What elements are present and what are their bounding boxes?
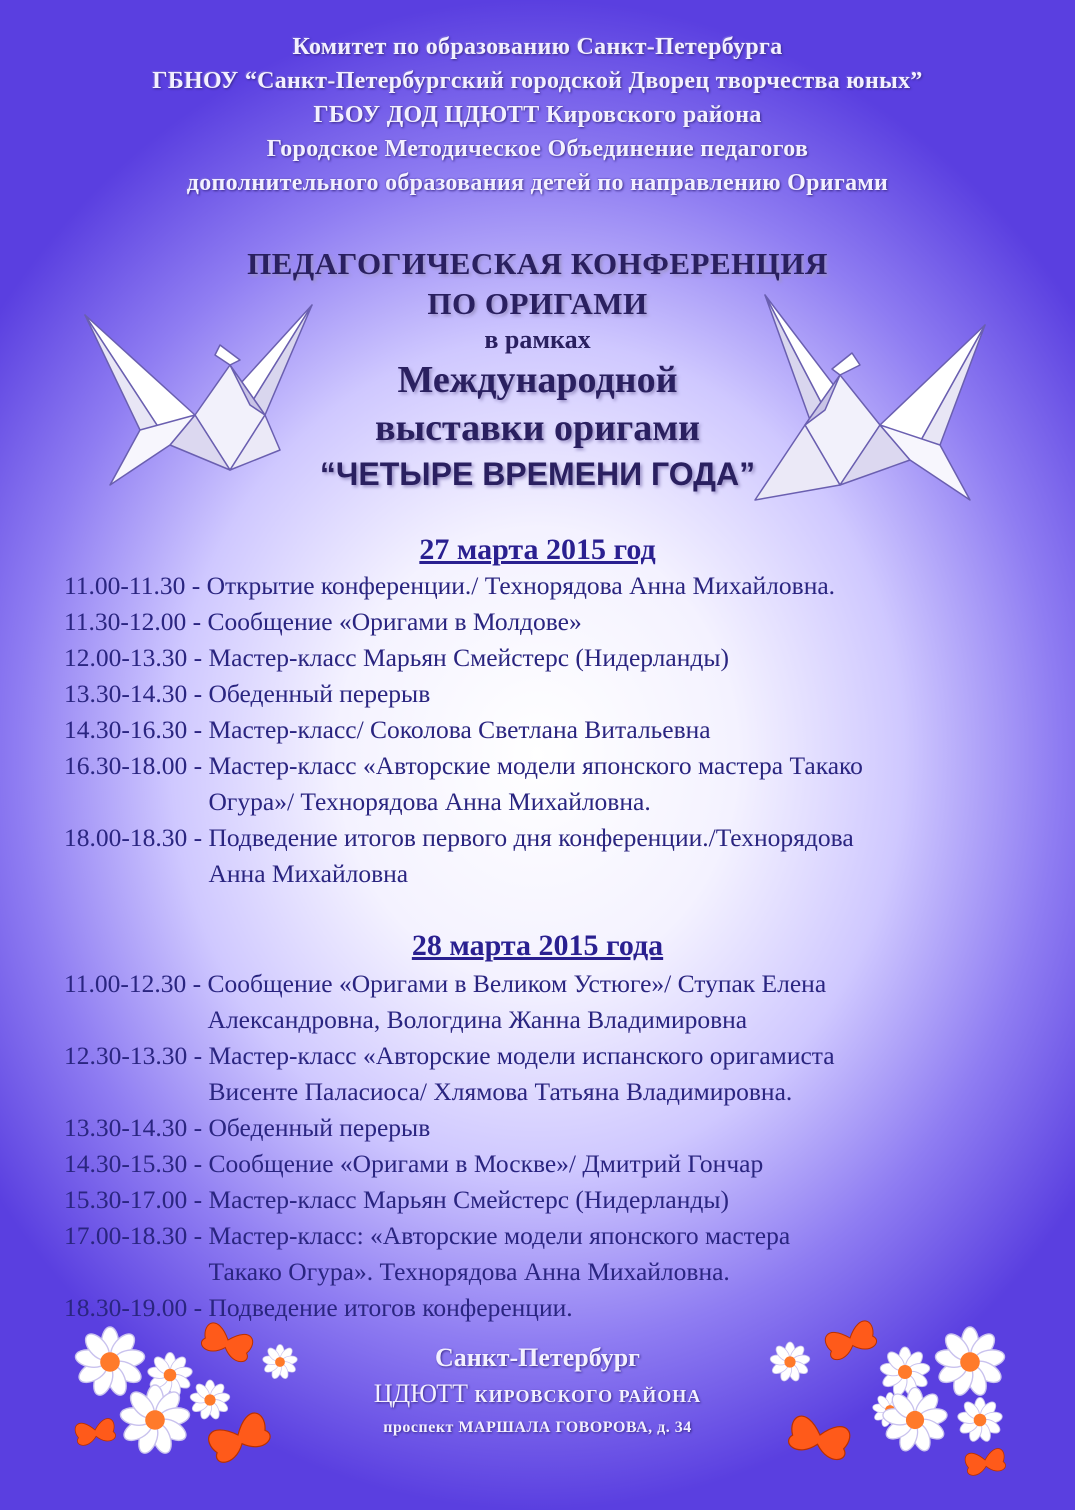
schedule-time: 11.30-12.00 <box>64 607 187 636</box>
schedule-text-main: Мастер-класс «Авторские модели испанского оригамиста <box>208 1041 835 1070</box>
day1-heading: 27 марта 2015 год <box>419 533 656 566</box>
schedule-text-main: Мастер-класс/ Соколова Светлана Витальевна <box>208 715 711 744</box>
schedule-separator: - <box>187 1185 209 1214</box>
schedule-separator: - <box>187 1221 209 1250</box>
schedule-time: 13.30-14.30 <box>64 1113 188 1142</box>
schedule-time: 14.30-16.30 <box>64 715 188 744</box>
schedule-item <box>64 604 1044 640</box>
schedule-separator: - <box>187 823 209 852</box>
schedule-text-main: Открытие конференции./ Технорядова Анна Михайловна. <box>206 571 836 600</box>
day2-heading: 28 марта 2015 года <box>411 929 664 962</box>
title-line-5: выставки оригами <box>374 407 701 449</box>
schedule-text <box>209 748 1045 820</box>
schedule-text-main: Подведение итогов первого дня конференции./Технорядова <box>208 823 854 852</box>
footer-org-main: ЦДЮТТ <box>373 1379 469 1408</box>
schedule-text-main: Обеденный перерыв <box>208 1113 431 1142</box>
schedule-text <box>209 676 1045 712</box>
header-line-3: ГБОУ ДОД ЦДЮТТ Кировского района <box>313 102 762 128</box>
schedule-item <box>64 712 1044 748</box>
title-line-2: ПО ОРИГАМИ <box>427 286 648 321</box>
schedule-separator: - <box>186 607 208 636</box>
footer-city: Санкт-Петербург <box>435 1343 640 1372</box>
schedule-time: 13.30-14.30 <box>64 679 188 708</box>
schedule-separator: - <box>187 1293 209 1322</box>
schedule-text-main: Сообщение «Оригами в Молдове» <box>207 607 582 636</box>
schedule-text-main: Сообщение «Оригами в Великом Устюге»/ Ступак Елена <box>207 969 827 998</box>
footer-org-rest: КИРОВСКОГО РАЙОНА <box>474 1386 702 1406</box>
schedule-item <box>64 966 1044 1038</box>
schedule-text <box>208 604 1044 640</box>
title-line-1: ПЕДАГОГИЧЕСКАЯ КОНФЕРЕНЦИЯ <box>247 246 828 281</box>
day2-schedule <box>64 966 1044 1326</box>
conference-title <box>0 244 1075 496</box>
schedule-text-main: Обеденный перерыв <box>208 679 431 708</box>
schedule-separator: - <box>187 751 209 780</box>
schedule-text <box>209 820 1045 892</box>
venue-footer <box>0 1340 1075 1442</box>
schedule-time: 17.00-18.30 <box>64 1221 188 1250</box>
schedule-item <box>64 1146 1044 1182</box>
schedule-item <box>64 676 1044 712</box>
header-line-2: ГБНОУ “Санкт-Петербургский городской Дворец творчества юных” <box>152 68 923 94</box>
schedule-text <box>209 640 1045 676</box>
footer-address <box>0 1414 1075 1442</box>
schedule-text <box>209 1218 1045 1290</box>
schedule-text-main: Подведение итогов конференции. <box>208 1293 573 1322</box>
schedule-time: 15.30-17.00 <box>64 1185 188 1214</box>
schedule-time: 11.00-11.30 <box>64 571 186 600</box>
schedule-text-continued: Анна Михайловна <box>208 859 409 888</box>
schedule-item <box>64 1218 1044 1290</box>
schedule-separator: - <box>187 1113 209 1142</box>
schedule-text <box>209 1110 1045 1146</box>
schedule-separator: - <box>185 571 207 600</box>
schedule-item <box>64 748 1044 820</box>
schedule-text-main: Мастер-класс «Авторские модели японского мастера Такако <box>208 751 863 780</box>
schedule-separator: - <box>187 1149 209 1178</box>
schedule-separator: - <box>186 969 208 998</box>
schedule-text <box>209 1182 1045 1218</box>
schedule-text-continued: Огура»/ Технорядова Анна Михайловна. <box>208 787 651 816</box>
schedule-time: 16.30-18.00 <box>64 751 188 780</box>
schedule-item <box>64 820 1044 892</box>
schedule-time: 14.30-15.30 <box>64 1149 188 1178</box>
schedule-separator: - <box>187 643 209 672</box>
schedule-separator: - <box>187 1041 209 1070</box>
schedule-text-main: Сообщение «Оригами в Москве»/ Дмитрий Гончар <box>208 1149 764 1178</box>
schedule-text-main: Мастер-класс Марьян Смейстерс (Нидерланды) <box>208 643 729 672</box>
schedule-item <box>64 1182 1044 1218</box>
schedule-item <box>64 1110 1044 1146</box>
day1-schedule <box>64 568 1044 892</box>
schedule-text-main: Мастер-класс Марьян Смейстерс (Нидерланды) <box>208 1185 729 1214</box>
schedule-text <box>209 1146 1045 1182</box>
schedule-time: 12.30-13.30 <box>64 1041 188 1070</box>
title-line-4: Международной <box>397 359 678 401</box>
footer-address-prefix: проспект <box>383 1419 454 1436</box>
footer-address-main: МАРШАЛА ГОВОРОВА, д. 34 <box>458 1419 692 1436</box>
schedule-item <box>64 1038 1044 1110</box>
schedule-time: 18.30-19.00 <box>64 1293 188 1322</box>
schedule-separator: - <box>187 679 209 708</box>
schedule-text <box>207 568 1044 604</box>
title-line-3: в рамках <box>484 325 591 354</box>
schedule-text <box>208 966 1044 1038</box>
schedule-text-main: Мастер-класс: «Авторские модели японского мастера <box>208 1221 791 1250</box>
schedule-text-continued: Висенте Паласиоса/ Хлямова Татьяна Владимировна. <box>208 1077 793 1106</box>
header-line-5: дополнительного образования детей по направлению Оригами <box>186 170 889 196</box>
schedule-separator: - <box>187 715 209 744</box>
schedule-text <box>209 1038 1045 1110</box>
schedule-time: 12.00-13.30 <box>64 643 188 672</box>
schedule-text-continued: Александровна, Вологдина Жанна Владимировна <box>207 1005 748 1034</box>
footer-org <box>0 1376 1075 1414</box>
header-line-4: Городское Методическое Объединение педагогов <box>266 136 809 162</box>
schedule-time: 18.00-18.30 <box>64 823 188 852</box>
header-line-1: Комитет по образованию Санкт-Петербурга <box>292 34 783 60</box>
exhibition-name: “ЧЕТЫРЕ ВРЕМЕНИ ГОДА” <box>319 456 756 492</box>
schedule-item <box>64 640 1044 676</box>
butterfly-icon <box>964 1448 1007 1477</box>
schedule-text <box>209 712 1045 748</box>
organizer-header <box>0 30 1075 200</box>
schedule-time: 11.00-12.30 <box>64 969 187 998</box>
schedule-text-continued: Такако Огура». Технорядова Анна Михайловна. <box>208 1257 730 1286</box>
schedule-item <box>64 568 1044 604</box>
